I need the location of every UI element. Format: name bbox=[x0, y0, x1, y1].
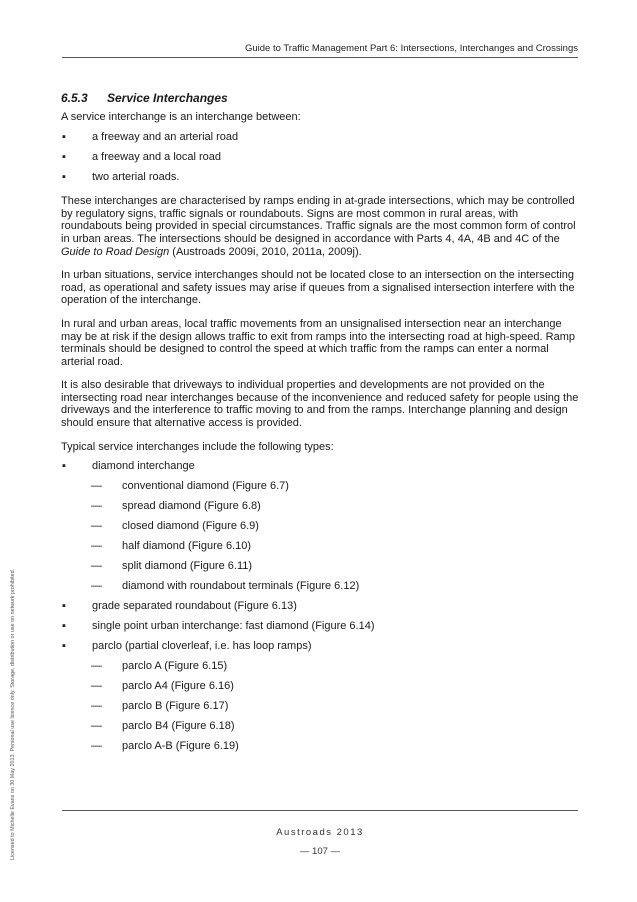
list-item bbox=[61, 151, 581, 164]
list-item-text: single point urban interchange: fast diamond (Figure 6.14) bbox=[92, 620, 375, 633]
list-item-text: grade separated roundabout (Figure 6.13) bbox=[92, 600, 297, 613]
sub-list-item-text: parclo A-B (Figure 6.19) bbox=[122, 740, 239, 753]
sub-list-item bbox=[61, 560, 581, 573]
list-item bbox=[61, 460, 581, 473]
sub-list-item bbox=[61, 540, 581, 553]
sub-list-item-text: diamond with roundabout terminals (Figure 6.12) bbox=[122, 580, 360, 593]
paragraph-driveways: It is also desirable that driveways to individual properties and developments are not provided on the intersecting road near interchanges because of the inconvenience and reduced safety for people using the driveways and the interference to traffic moving to and from the ramps. Interchange planning and design should ensure that alternative access is provided. bbox=[61, 379, 579, 430]
dash-marker: — bbox=[91, 540, 102, 553]
list-item-text: diamond interchange bbox=[92, 460, 195, 473]
footer-brand: Austroads 2013 bbox=[276, 827, 364, 838]
sub-list-item-text: half diamond (Figure 6.10) bbox=[122, 540, 252, 553]
list-item-text: a freeway and an arterial road bbox=[92, 130, 239, 143]
sub-list-item bbox=[61, 680, 581, 693]
bullet-marker: ▪ bbox=[62, 640, 66, 653]
bullet-marker: ▪ bbox=[62, 150, 66, 163]
list-item bbox=[61, 620, 581, 633]
types-intro: Typical service interchanges include the following types: bbox=[61, 440, 334, 453]
sub-list-item-text: parclo A (Figure 6.15) bbox=[122, 660, 228, 673]
bullet-marker: ▪ bbox=[62, 170, 66, 183]
running-header: Guide to Traffic Management Part 6: Intersections, Interchanges and Crossings bbox=[244, 43, 578, 54]
sub-list-item-text: split diamond (Figure 6.11) bbox=[122, 560, 253, 573]
page-body bbox=[61, 91, 581, 760]
sub-list-item-text: spread diamond (Figure 6.8) bbox=[122, 500, 261, 513]
sub-list-item bbox=[61, 740, 581, 753]
dash-marker: — bbox=[91, 660, 102, 673]
dash-marker: — bbox=[91, 680, 102, 693]
list-item bbox=[61, 600, 581, 613]
sub-list-item-text: conventional diamond (Figure 6.7) bbox=[122, 480, 289, 493]
dash-marker: — bbox=[91, 560, 102, 573]
dash-marker: — bbox=[91, 720, 102, 733]
section-title: Service Interchanges bbox=[107, 91, 228, 105]
header-divider bbox=[62, 57, 578, 58]
list-item-text: two arterial roads. bbox=[92, 170, 180, 183]
sub-list-item bbox=[61, 700, 581, 713]
sub-list-item bbox=[61, 520, 581, 533]
footer-divider bbox=[62, 810, 578, 811]
list-item bbox=[61, 171, 581, 184]
page-number: — 107 — bbox=[299, 846, 341, 857]
list-item-text: parclo (partial cloverleaf, i.e. has loop ramps) bbox=[92, 640, 312, 653]
paragraph-rural-urban: In rural and urban areas, local traffic movements from an unsignalised intersection near an interchange may be at risk if the design allows traffic to exit from ramps into the intersecting road at high-speed. Ramp terminals should be designed to control the speed at which traffic from the ramps can enter a normal arterial road. bbox=[61, 317, 575, 368]
sub-list-item-text: parclo B4 (Figure 6.18) bbox=[122, 720, 235, 733]
dash-marker: — bbox=[91, 480, 102, 493]
section-heading bbox=[61, 91, 581, 105]
sub-list-item bbox=[61, 580, 581, 593]
paragraph-control: These interchanges are characterised by ramps ending in at-grade intersections, which may be controlled by regulatory signs, traffic signals or roundabouts. Signs are most common in rural areas, with roundabouts being provided in special circumstances. Traffic signals are the most common form of control in urban areas. The intersections should be designed in accordance with Parts 4, 4A, 4B and 4C of the Guide to Road Design (Austroads 2009i, 2010, 2011a, 2009j). bbox=[61, 195, 576, 258]
dash-marker: — bbox=[91, 500, 102, 513]
dash-marker: — bbox=[91, 740, 102, 753]
bullet-marker: ▪ bbox=[62, 460, 66, 473]
sub-list-item-text: parclo B (Figure 6.17) bbox=[122, 700, 229, 713]
sub-list-item bbox=[61, 500, 581, 513]
sub-list-item-text: closed diamond (Figure 6.9) bbox=[122, 520, 259, 533]
dash-marker: — bbox=[91, 520, 102, 533]
dash-marker: — bbox=[91, 580, 102, 593]
bullet-marker: ▪ bbox=[62, 130, 66, 143]
sub-list-item bbox=[61, 660, 581, 673]
list-item bbox=[61, 131, 581, 144]
sub-list-item bbox=[61, 480, 581, 493]
paragraph-urban: In urban situations, service interchanges should not be located close to an intersection on the intersecting road, as operational and safety issues may arise if queues from a signalised intersection interfere with the operation of the interchange. bbox=[61, 269, 575, 307]
guide-title-italic: Guide to Road Design bbox=[61, 245, 170, 258]
bullet-marker: ▪ bbox=[62, 620, 66, 633]
dash-marker: — bbox=[91, 700, 102, 713]
list-item bbox=[61, 640, 581, 653]
licence-watermark: Licensed to Michelle Evans on 30 May 2013. Personal use licence only. Storage, distribution or use on network prohibited. bbox=[10, 568, 16, 860]
bullet-marker: ▪ bbox=[62, 600, 66, 613]
list-item-text: a freeway and a local road bbox=[92, 150, 222, 163]
sub-list-item bbox=[61, 720, 581, 733]
section-number: 6.5.3 bbox=[61, 91, 88, 105]
sub-list-item-text: parclo A4 (Figure 6.16) bbox=[122, 680, 234, 693]
intro-text: A service interchange is an interchange between: bbox=[61, 111, 301, 123]
